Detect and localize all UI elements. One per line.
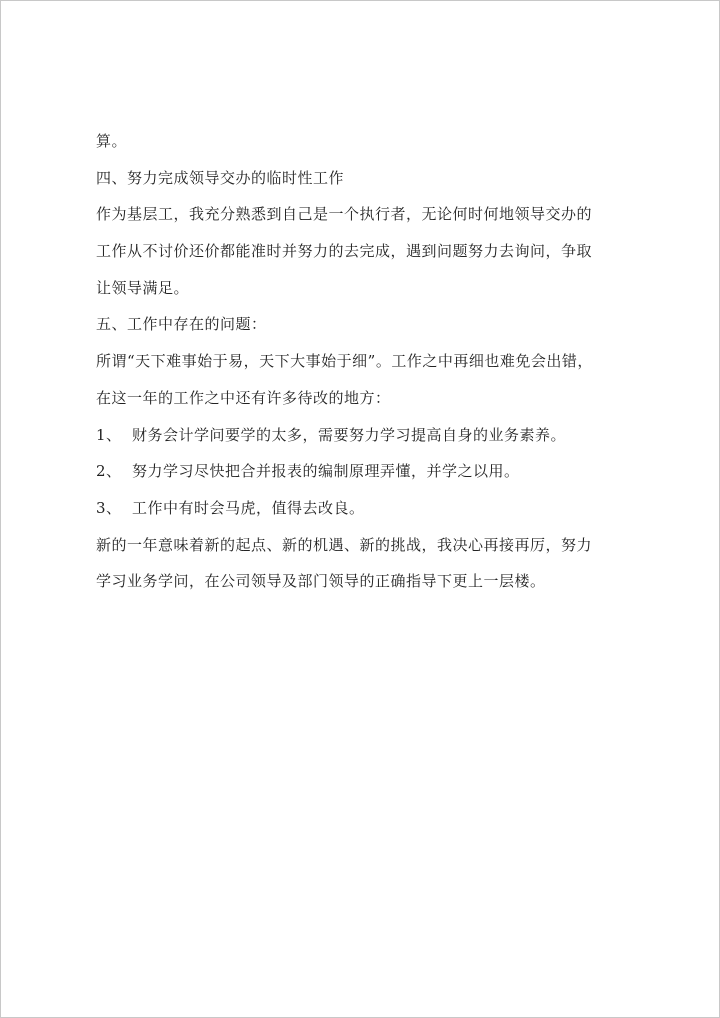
- list-text: 努力学习尽快把合并报表的编制原理弄懂，并学之以用。: [132, 462, 520, 481]
- paragraph-line: 让领导满足。: [96, 278, 190, 297]
- paragraph-line: 所谓“天下难事始于易，天下大事始于细”。工作之中再细也难免会出错，: [96, 352, 593, 371]
- section-heading-four: 四、努力完成领导交办的临时性工作: [96, 168, 345, 187]
- paragraph-line: 工作从不讨价还价都能准时并努力的去完成，遇到问题努力去询问，争取: [96, 242, 593, 261]
- paragraph-line: 算。: [96, 132, 128, 150]
- section-heading-five: 五、工作中存在的问题：: [96, 315, 267, 334]
- closing-line: 新的一年意味着新的起点、新的机遇、新的挑战，我决心再接再厉，努力: [96, 535, 593, 554]
- list-text: 工作中有时会马虎，值得去改良。: [132, 498, 365, 517]
- document-body: [96, 133, 641, 610]
- list-number: 2、: [96, 462, 122, 481]
- list-item: [96, 463, 641, 480]
- paragraph-line: 在这一年的工作之中还有许多待改的地方：: [96, 388, 391, 407]
- list-item: [96, 500, 641, 517]
- list-text: 财务会计学问要学的太多，需要努力学习提高自身的业务素养。: [132, 425, 567, 444]
- list-item: [96, 427, 641, 444]
- paragraph-line: 作为基层工，我充分熟悉到自己是一个执行者，无论何时何地领导交办的: [96, 205, 593, 224]
- list-number: 3、: [96, 498, 122, 517]
- list-number: 1、: [96, 425, 122, 444]
- closing-line: 学习业务学问，在公司领导及部门领导的正确指导下更上一层楼。: [96, 572, 546, 591]
